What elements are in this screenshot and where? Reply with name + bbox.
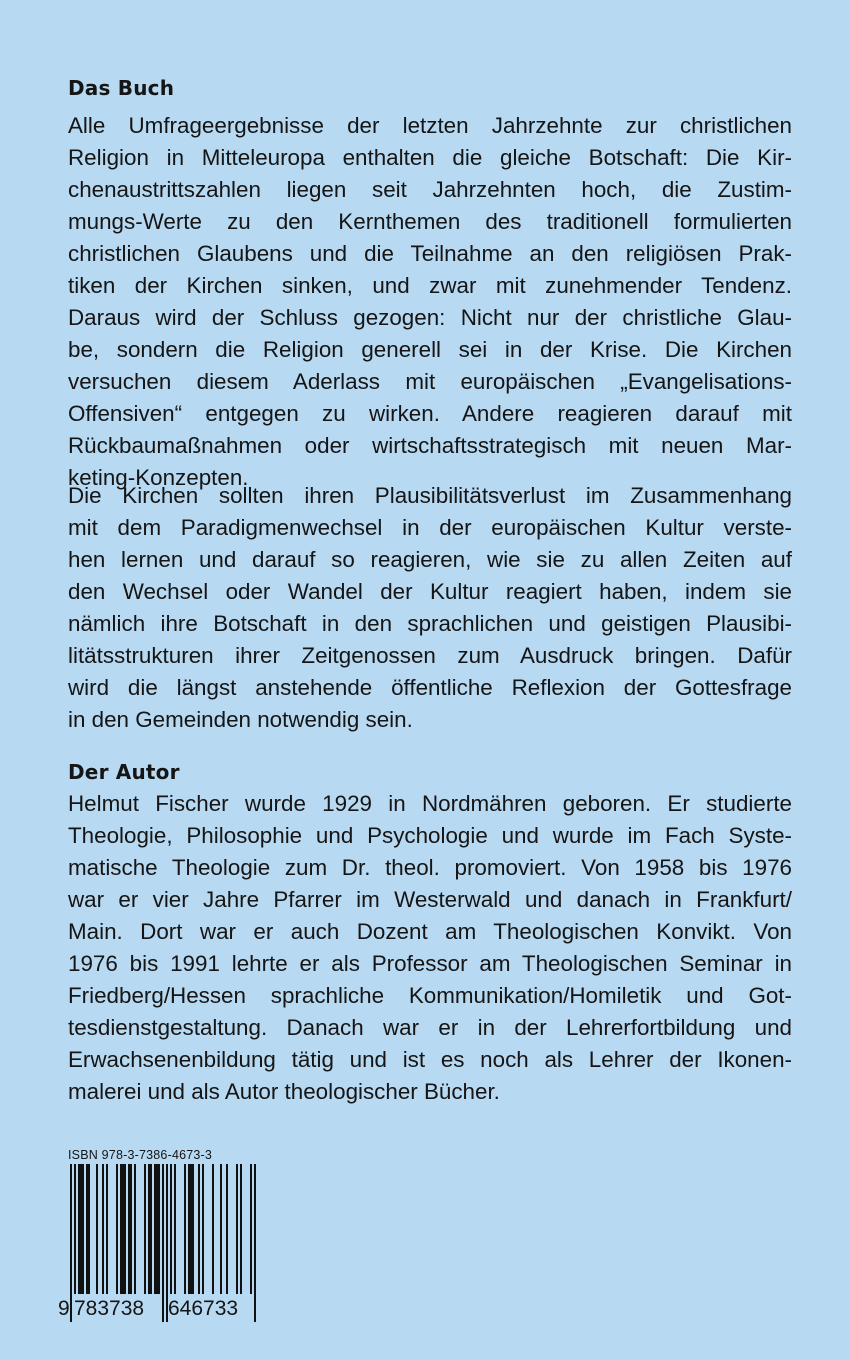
barcode-bar — [202, 1164, 204, 1302]
barcode-bar — [96, 1164, 98, 1302]
barcode-bar — [82, 1164, 84, 1302]
barcode-bar — [192, 1164, 194, 1302]
text-line: Religion in Mitteleuropa enthalten die gleiche Botschaft: Die Kir- — [68, 145, 792, 170]
text-line: mit dem Paradigmenwechsel in der europäischen Kultur verste- — [68, 515, 792, 540]
barcode-bar — [116, 1164, 118, 1302]
barcode-bar — [150, 1164, 152, 1302]
text-line: matische Theologie zum Dr. theol. promoviert. Von 1958 bis 1976 — [68, 855, 792, 880]
book-paragraph-1 — [68, 110, 792, 494]
barcode-bar — [80, 1164, 82, 1302]
barcode-first-digit: 9 — [58, 1297, 70, 1320]
text-line: Die Kirchen sollten ihren Plausibilitätsverlust im Zusammenhang — [68, 483, 792, 508]
barcode-bar — [154, 1164, 156, 1302]
text-line: in den Gemeinden notwendig sein. — [68, 707, 413, 732]
text-line: Friedberg/Hessen sprachliche Kommunikation/Homiletik und Got- — [68, 983, 792, 1008]
barcode-right-digits: 646733 — [168, 1294, 254, 1324]
barcode-bar — [128, 1164, 130, 1302]
barcode-bar — [88, 1164, 90, 1302]
barcode-bar — [190, 1164, 192, 1302]
barcode-bar — [148, 1164, 150, 1302]
book-heading: Das Buch — [68, 76, 175, 100]
text-line: hen lernen und darauf so reagieren, wie sie zu allen Zeiten auf — [68, 547, 792, 572]
barcode-bar — [102, 1164, 104, 1302]
text-line: malerei und als Autor theologischer Bücher. — [68, 1079, 500, 1104]
text-line: Offensiven“ entgegen zu wirken. Andere reagieren darauf mit — [68, 401, 792, 426]
barcode-bar — [236, 1164, 238, 1302]
text-line: keting-Konzepten. — [68, 465, 249, 490]
text-line: Main. Dort war er auch Dozent am Theologischen Konvikt. Von — [68, 919, 792, 944]
text-line: tiken der Kirchen sinken, und zwar mit zunehmender Tendenz. — [68, 273, 792, 298]
barcode-bar — [220, 1164, 222, 1302]
barcode-bar — [174, 1164, 176, 1302]
text-line: Daraus wird der Schluss gezogen: Nicht nur der christliche Glau- — [68, 305, 792, 330]
text-line: Theologie, Philosophie und Psychologie und wurde im Fach Syste- — [68, 823, 792, 848]
book-paragraph-2 — [68, 480, 792, 736]
barcode-bar — [130, 1164, 132, 1302]
barcode-bar — [184, 1164, 186, 1302]
text-line: christlichen Glaubens und die Teilnahme an den religiösen Prak- — [68, 241, 792, 266]
barcode-bar — [170, 1164, 172, 1302]
text-line: versuchen diesem Aderlass mit europäischen „Evangelisations- — [68, 369, 792, 394]
barcode-bar — [122, 1164, 124, 1302]
barcode-bar — [198, 1164, 200, 1302]
text-line: den Wechsel oder Wandel der Kultur reagiert haben, indem sie — [68, 579, 792, 604]
barcode-bar — [212, 1164, 214, 1302]
text-line: Rückbaumaßnahmen oder wirtschaftsstrategisch mit neuen Mar- — [68, 433, 792, 458]
text-line: 1976 bis 1991 lehrte er als Professor am Theologischen Seminar in — [68, 951, 792, 976]
text-line: nämlich ihre Botschaft in den sprachlichen und geistigen Plausibi- — [68, 611, 792, 636]
barcode-bar — [124, 1164, 126, 1302]
text-line: war er vier Jahre Pfarrer im Westerwald und danach in Frankfurt/ — [68, 887, 792, 912]
barcode-bar — [226, 1164, 228, 1302]
text-line: chenaustrittszahlen liegen seit Jahrzehnten hoch, die Zustim- — [68, 177, 792, 202]
isbn-label: ISBN 978-3-7386-4673-3 — [68, 1148, 213, 1162]
text-line: wird die längst anstehende öffentliche Reflexion der Gottesfrage — [68, 675, 792, 700]
barcode-bar — [158, 1164, 160, 1302]
barcode-bar — [134, 1164, 136, 1302]
text-line: tesdienstgestaltung. Danach war er in der Lehrerfortbildung und — [68, 1015, 792, 1040]
text-line: litätsstrukturen ihrer Zeitgenossen zum Ausdruck bringen. Dafür — [68, 643, 792, 668]
barcode-bar — [156, 1164, 158, 1302]
barcode-digits — [58, 1294, 258, 1324]
barcode-bar — [250, 1164, 252, 1302]
barcode-bar — [120, 1164, 122, 1302]
text-line: Erwachsenenbildung tätig und ist es noch als Lehrer der Ikonen- — [68, 1047, 792, 1072]
author-heading: Der Autor — [68, 760, 180, 784]
barcode-bar — [144, 1164, 146, 1302]
barcode-bar — [188, 1164, 190, 1302]
text-line: be, sondern die Religion generell sei in der Krise. Die Kirchen — [68, 337, 792, 362]
barcode-bar — [86, 1164, 88, 1302]
text-line: mungs-Werte zu den Kernthemen des traditionell formulierten — [68, 209, 792, 234]
author-paragraph — [68, 788, 792, 1108]
barcode-bar — [78, 1164, 80, 1302]
barcode-left-digits: 783738 — [74, 1294, 160, 1324]
text-line: Alle Umfrageergebnisse der letzten Jahrzehnte zur christlichen — [68, 113, 792, 138]
barcode-bar — [240, 1164, 242, 1302]
barcode-bar — [106, 1164, 108, 1302]
text-line: Helmut Fischer wurde 1929 in Nordmähren geboren. Er studierte — [68, 791, 792, 816]
